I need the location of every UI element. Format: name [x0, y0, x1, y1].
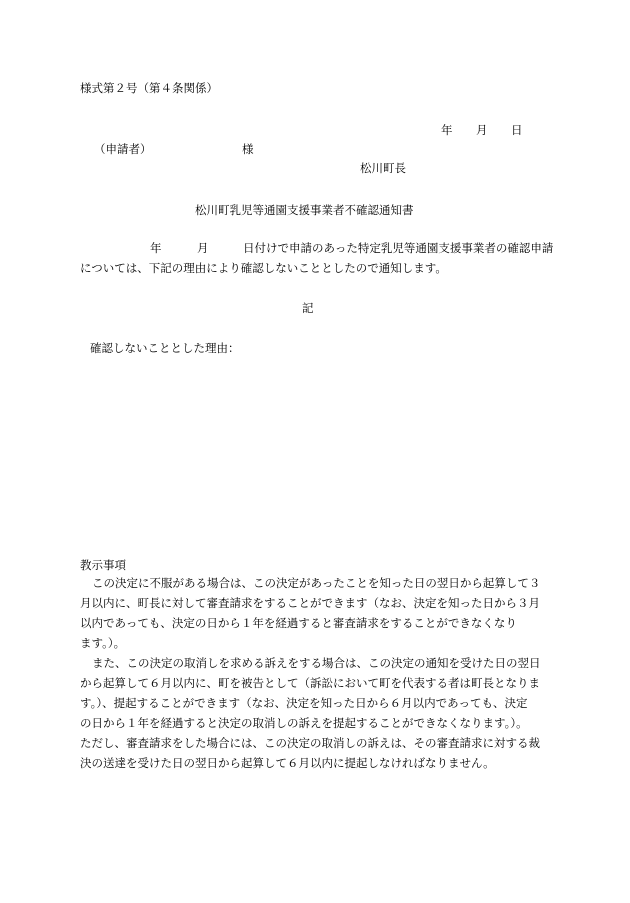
- ki-heading: 記: [302, 301, 314, 315]
- notice-p2-line-2: から起算して６月以内に、町を被告として（訴訟において町を代表する者は町長となりま: [80, 676, 540, 690]
- notice-p2-line-1: また、この決定の取消しを求める訴えをする場合は、この決定の通知を受けた日の翌日: [92, 656, 541, 670]
- notice-p1-line-1: この決定に不服がある場合は、この決定があったことを知った日の翌日から起算して３: [92, 576, 541, 590]
- date-day-label: 日: [511, 123, 523, 137]
- form-number: 様式第２号（第４条関係）: [80, 81, 218, 95]
- addressee-honorific: 様: [242, 142, 254, 156]
- body-line-1: 日付けで申請のあった特定乳児等通園支援事業者の確認申請: [243, 241, 554, 255]
- date-month-label: 月: [476, 123, 488, 137]
- notice-p2-line-5: ただし、審査請求をした場合には、この決定の取消しの訴えは、その審査請求に対する裁: [80, 736, 540, 750]
- reason-label: 確認しないこととした理由：: [90, 341, 240, 355]
- notice-paragraph-2: [80, 653, 541, 773]
- notice-heading: 教示事項: [80, 558, 126, 572]
- notice-paragraph-1: [80, 573, 540, 653]
- notice-p1-line-3: 以内であっても、決定の日から１年を経過すると審査請求をすることができなくなり: [80, 616, 517, 630]
- body-year-label: 年: [150, 241, 162, 255]
- notice-p2-line-6: 決の送達を受けた日の翌日から起算して６月以内に提起しなければなりません。: [80, 756, 495, 770]
- body-line-2: については、下記の理由により確認しないこととしたので通知します。: [80, 261, 447, 275]
- body-month-label: 月: [197, 241, 209, 255]
- document-title: 松川町乳児等通園支援事業者不確認通知書: [195, 203, 414, 217]
- notice-p1-line-4: ます。）。: [80, 636, 126, 650]
- notice-p2-line-3: す。）、提起することができます（なお、決定を知った日から６月以内であっても、決定: [80, 696, 528, 710]
- notice-p1-line-2: 月以内に、町長に対して審査請求をすることができます（なお、決定を知った日から３月: [80, 596, 540, 610]
- notice-p2-line-4: の日から１年を経過すると決定の取消しの訴えを提起することができなくなります。）。: [80, 716, 528, 730]
- date-year-label: 年: [441, 123, 453, 137]
- addressee-label: （申請者）: [94, 142, 152, 156]
- issuer: 松川町長: [360, 161, 406, 175]
